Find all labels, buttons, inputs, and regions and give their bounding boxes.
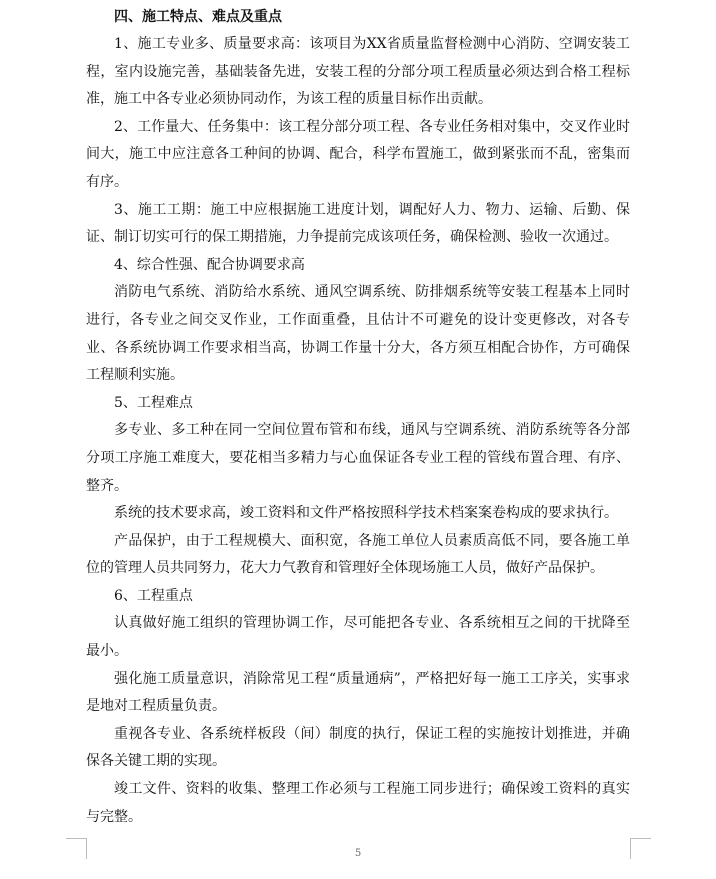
- paragraph-1: 1、施工专业多、质量要求高：该项目为XX省质量监督检测中心消防、空调安装工程，室内设施完善，基础装备先进，安装工程的分部分项工程质量必须达到合格工程标准，施工中各专业必须协同动作，为该工程的质量目标作出贡献。: [86, 36, 630, 108]
- paragraph-6-body-b: 强化施工质量意识，消除常见工程“质量通病”，严格把好每一施工工序关，实事求是地对工程质量负责。: [86, 670, 630, 715]
- subheading-6: 6、工程重点: [114, 587, 193, 604]
- subheading-4: 4、综合性强、配合协调要求高: [114, 256, 305, 273]
- page-number: 5: [354, 848, 362, 859]
- paragraph-2: 2、工作量大、任务集中：该工程分部分项工程、各专业任务相对集中，交叉作业时间大，施工中应注意各工种间的协调、配合，科学布置施工，做到紧张而不乱，密集而有序。: [86, 118, 630, 190]
- paragraph-5-body-a: 多专业、多工种在同一空间位置布管和布线，通风与空调系统、消防系统等各分部分项工序施工难度大，要花相当多精力与心血保证各专业工程的管线布置合理、有序、整齐。: [86, 422, 630, 494]
- paragraph-6-body-c: 重视各专业、各系统样板段（间）制度的执行，保证工程的实施按计划推进，并确保各关键工期的实现。: [86, 725, 630, 770]
- paragraph-5-body-b: 系统的技术要求高，竣工资料和文件严格按照科学技术档案案卷构成的要求执行。: [114, 505, 618, 522]
- document-body: [86, 4, 630, 831]
- paragraph-6-body-a: 认真做好施工组织的管理协调工作，尽可能把各专业、各系统相互之间的干扰降至最小。: [86, 615, 630, 660]
- paragraph-4-body: 消防电气系统、消防给水系统、通风空调系统、防排烟系统等安装工程基本上同时进行，各专业之间交叉作业，工作面重叠，且估计不可避免的设计变更修改，对各专业、各系统协调工作要求相当高，协调工作量十分大，各方须互相配合协作，方可确保工程顺利实施。: [86, 284, 630, 384]
- section-heading: 四、施工特点、难点及重点: [114, 9, 282, 25]
- paragraph-5-body-c: 产品保护，由于工程规模大、面积宽，各施工单位人员素质高低不同，要各施工单位的管理人员共同努力，花大力气教育和管理好全体现场施工人员，做好产品保护。: [86, 532, 630, 577]
- paragraph-6-body-d: 竣工文件、资料的收集、整理工作必须与工程施工同步进行；确保竣工资料的真实与完整。: [86, 781, 630, 825]
- paragraph-3: 3、施工工期：施工中应根据施工进度计划，调配好人力、物力、运输、后勤、保证、制订切实可行的保工期措施，力争提前完成该项任务，确保检测、验收一次通过。: [86, 201, 630, 246]
- subheading-5: 5、工程难点: [114, 394, 193, 411]
